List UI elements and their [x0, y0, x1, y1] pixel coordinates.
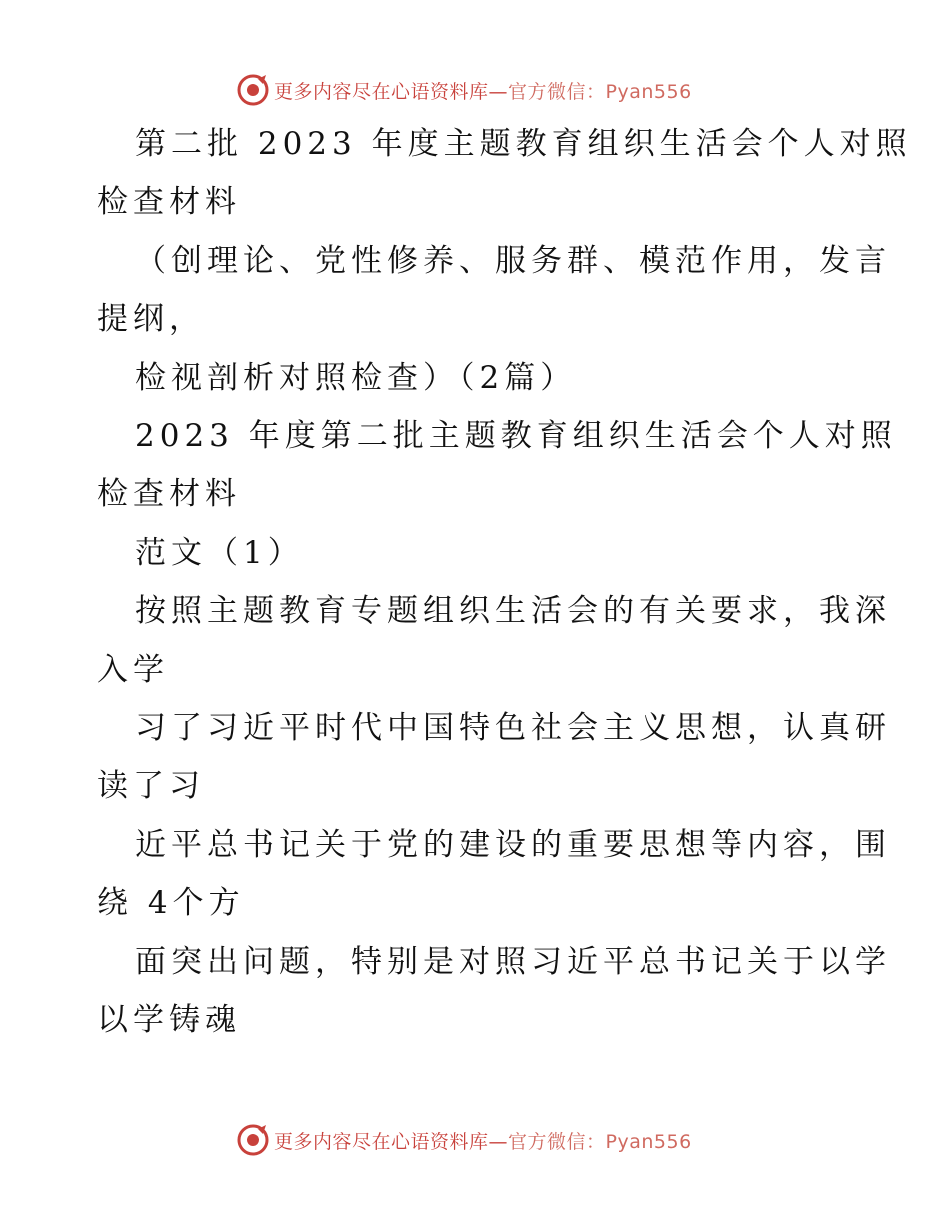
text-line: 检视剖析对照检查）（2篇） [135, 360, 577, 396]
text-line: 习了习近平时代中国特色社会主义思想，认真研 [135, 710, 891, 746]
text-line: 入学 [97, 652, 169, 688]
text-line: 绕 4个方 [97, 885, 245, 921]
brand-logo-icon [236, 1123, 270, 1157]
text-line: 近平总书记关于党的建设的重要思想等内容，围 [135, 827, 891, 863]
text-line: 2023 年度第二批主题教育组织生活会个人对照 [135, 418, 897, 454]
text-line: 读了习 [97, 768, 205, 804]
text-line: 以学铸魂 [97, 1002, 241, 1038]
brand-logo-icon [236, 73, 270, 107]
watermark-text: 更多内容尽在心语资料库—官方微信：Pyan556 [274, 80, 692, 103]
text-line: 面突出问题，特别是对照习近平总书记关于以学 [135, 944, 891, 980]
text-line: 提纲， [97, 301, 205, 337]
text-line: 检查材料 [97, 184, 241, 220]
watermark-header [0, 70, 950, 110]
text-line: 范文（1） [135, 535, 304, 571]
watermark-text: 更多内容尽在心语资料库—官方微信：Pyan556 [274, 1130, 692, 1153]
text-line: 按照主题教育专题组织生活会的有关要求，我深 [135, 593, 891, 629]
text-line: （创理论、党性修养、服务群、模范作用，发言 [135, 243, 891, 279]
text-line: 检查材料 [97, 476, 241, 512]
text-line: 第二批 2023 年度主题教育组织生活会个人对照 [135, 126, 912, 162]
watermark-footer [0, 1120, 950, 1160]
